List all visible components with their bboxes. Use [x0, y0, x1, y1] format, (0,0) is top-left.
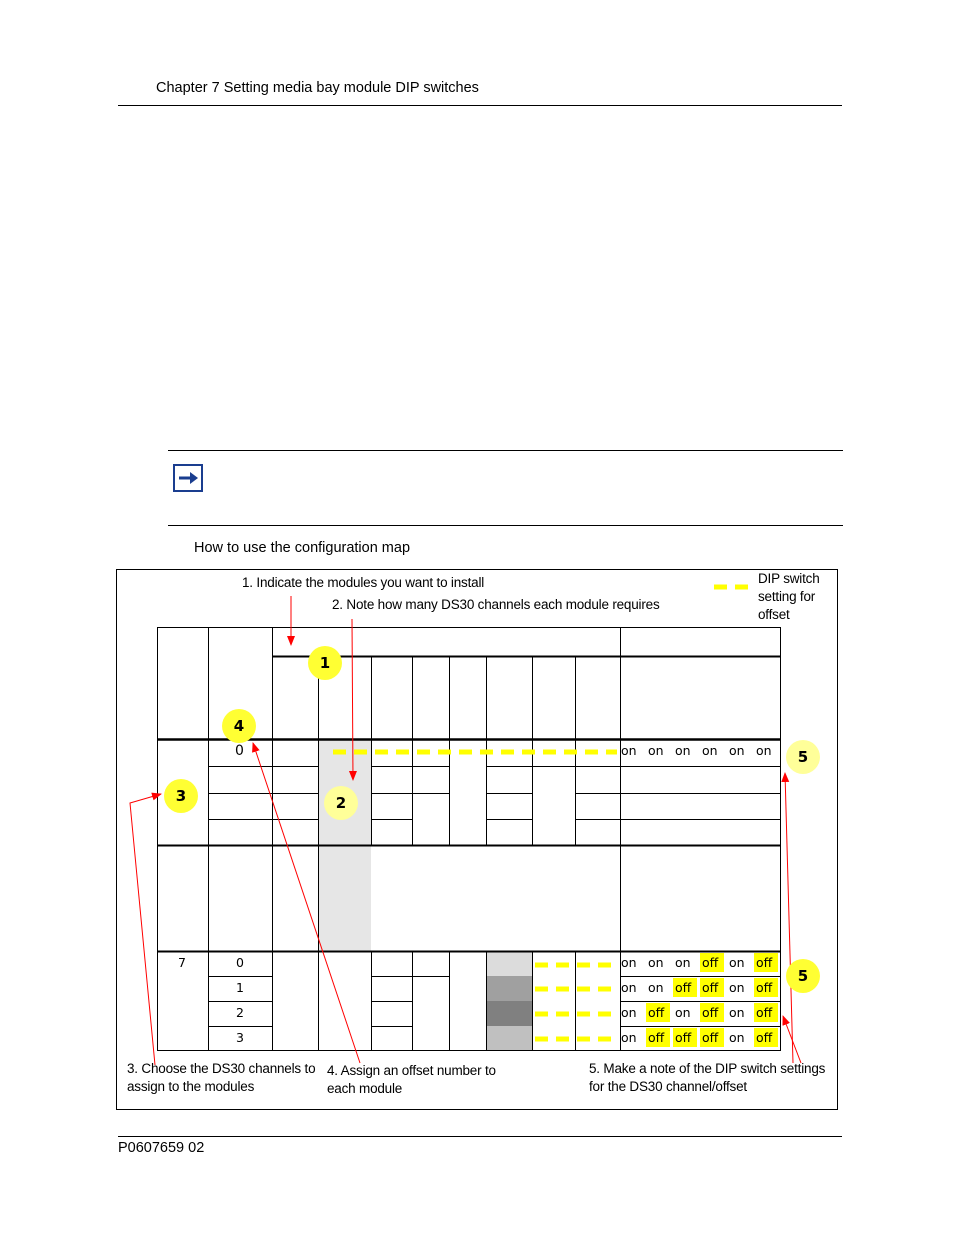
offset-value: 3: [236, 1030, 244, 1045]
switch-setting: off: [754, 953, 778, 972]
switch-setting: on: [648, 743, 664, 758]
switch-setting: off: [700, 1028, 724, 1047]
switch-setting: on: [729, 955, 745, 970]
callout-step2: 2. Note how many DS30 channels each module requires: [332, 597, 660, 612]
switch-setting: on: [621, 1005, 637, 1020]
legend-label: DIP switch setting for offset: [758, 571, 820, 622]
switch-setting: on: [621, 743, 637, 758]
switch-setting: on: [621, 980, 637, 995]
switch-setting: on: [675, 743, 691, 758]
switch-setting: on: [729, 743, 745, 758]
switch-setting: off: [673, 1028, 697, 1047]
shaded-cell: [487, 1026, 532, 1051]
chapter-header: Chapter 7 Setting media bay module DIP switches: [156, 80, 479, 96]
offset-value: 1: [236, 980, 244, 995]
switch-setting: on: [648, 980, 664, 995]
callout-step3: 3. Choose the DS30 channels to assign to the modules: [127, 1061, 316, 1094]
switch-setting: off: [754, 1028, 778, 1047]
footer-rule: [118, 1136, 842, 1137]
switch-setting: on: [729, 1030, 745, 1045]
switch-setting: off: [754, 1003, 778, 1022]
switch-setting: off: [646, 1003, 670, 1022]
switch-setting: off: [754, 978, 778, 997]
switch-setting: on: [729, 1005, 745, 1020]
arrow-step3: [130, 794, 161, 1065]
arrow-step5a: [785, 773, 793, 1063]
switch-setting: off: [646, 1028, 670, 1047]
shaded-cell: [487, 976, 532, 1001]
switch-setting: on: [756, 743, 772, 758]
callout-step4: 4. Assign an offset number to each module: [327, 1063, 496, 1096]
switch-setting: off: [700, 978, 724, 997]
callout-step1: 1. Indicate the modules you want to install: [242, 575, 485, 590]
badge-step3: 3: [164, 779, 198, 813]
switch-setting: on: [702, 743, 718, 758]
badge-step2: 2: [324, 786, 358, 820]
figure-caption: How to use the configuration map: [194, 540, 411, 556]
switch-setting: on: [621, 955, 637, 970]
badge-step1: 1: [308, 646, 342, 680]
switch-setting: on: [675, 1005, 691, 1020]
callout-step5: 5. Make a note of the DIP switch settings for the DS30 channel/offset: [589, 1061, 826, 1094]
switch-setting: off: [673, 978, 697, 997]
offset-value: 2: [236, 1005, 244, 1020]
document-number: P0607659 02: [118, 1140, 205, 1156]
channel-number: 7: [178, 955, 186, 970]
switch-setting: on: [729, 980, 745, 995]
switch-setting: off: [700, 953, 724, 972]
switch-setting: on: [648, 955, 664, 970]
shaded-cell: [487, 952, 532, 976]
offset-value: 0: [236, 955, 244, 970]
badge-step4: 4: [222, 709, 256, 743]
badge-step5b: 5: [786, 959, 820, 993]
shaded-cell: [487, 1001, 532, 1026]
switch-setting: on: [675, 955, 691, 970]
offset-value: 0: [235, 743, 244, 759]
badge-step5a: 5: [786, 740, 820, 774]
switch-setting: on: [621, 1030, 637, 1045]
switch-setting: off: [700, 1003, 724, 1022]
